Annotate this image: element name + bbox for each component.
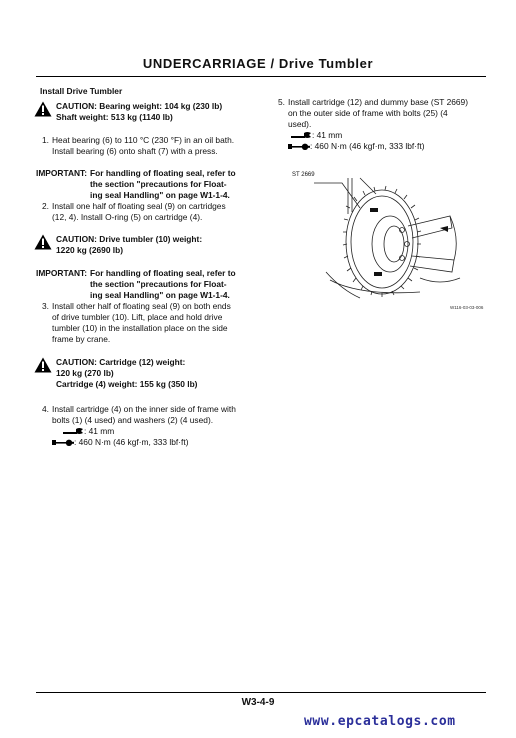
important-text: ing seal Handling" on page W1-1-4.: [90, 290, 230, 300]
caution-block-tumbler: [34, 234, 202, 256]
caution-text: CAUTION: Bearing weight: 104 kg (230 lb): [56, 101, 223, 111]
step-5: [278, 97, 486, 152]
step-1: [42, 135, 262, 157]
step-number: 5.: [278, 97, 285, 107]
important-text: the section "precautions for Float-: [90, 179, 227, 189]
step-text: Install cartridge (4) on the inner side of frame with: [52, 404, 236, 414]
torque-value: : 460 N·m (46 kgf·m, 333 lbf·ft): [310, 141, 425, 151]
step-number: 4.: [42, 404, 49, 414]
step-text: Heat bearing (6) to 110 °C (230 °F) in an oil bath.: [52, 135, 235, 145]
page-title: UNDERCARRIAGE / Drive Tumbler: [142, 56, 374, 71]
page-number: W3-4-9: [241, 697, 275, 708]
torque-wrench-icon: [52, 438, 74, 447]
torque-value: : 460 N·m (46 kgf·m, 333 lbf·ft): [74, 437, 189, 447]
step-text: tumbler (10) in the installation place on the side: [52, 323, 228, 333]
step-4: [42, 404, 262, 448]
caution-block-bearing: [34, 101, 222, 123]
caution-text: 120 kg (270 lb): [56, 368, 114, 378]
caution-text: 1220 kg (2690 lb): [56, 245, 124, 255]
important-text: For handling of floating seal, refer to: [90, 168, 236, 178]
step-number: 1.: [42, 135, 49, 145]
step-2: [42, 201, 262, 223]
step-text: Install one half of floating seal (9) on cartridges: [52, 201, 226, 211]
step-text: frame by crane.: [52, 334, 111, 344]
watermark: www.epcatalogs.com: [304, 714, 456, 729]
step-text: bolts (1) (4 used) and washers (2) (4 used).: [52, 415, 214, 425]
caution-text: CAUTION: Drive tumbler (10) weight:: [56, 234, 203, 244]
warning-triangle-icon: [34, 234, 52, 250]
important-text: the section "precautions for Float-: [90, 279, 227, 289]
caution-block-cartridge: [34, 357, 197, 390]
torque-wrench-icon: [288, 142, 310, 151]
wrench-size: : 41 mm: [84, 426, 115, 436]
figure-drive-tumbler: [290, 168, 490, 316]
caution-text: Shaft weight: 513 kg (1140 lb): [56, 112, 173, 122]
caution-text: Cartridge (4) weight: 155 kg (350 lb): [56, 379, 198, 389]
important-label: IMPORTANT:: [36, 168, 88, 178]
important-label: IMPORTANT:: [36, 268, 88, 278]
tumbler-illustration: [290, 168, 490, 316]
step-text: Install cartridge (12) and dummy base (ST 2669): [288, 97, 468, 107]
step-text: Install other half of floating seal (9) on both ends: [52, 301, 231, 311]
step-3: [42, 301, 262, 345]
important-note-1: [36, 168, 264, 201]
figure-code: W116-03-03-006: [450, 305, 484, 310]
caution-text: CAUTION: Cartridge (12) weight:: [56, 357, 186, 367]
warning-triangle-icon: [34, 357, 52, 373]
wrench-size: : 41 mm: [312, 130, 343, 140]
wrench-icon: [290, 131, 312, 140]
step-text: Install bearing (6) onto shaft (7) with a press.: [52, 146, 218, 156]
important-text: ing seal Handling" on page W1-1-4.: [90, 190, 230, 200]
step-text: of drive tumbler (10). Lift, place and hold drive: [52, 312, 223, 322]
step-text: (12, 4). Install O-ring (5) on cartridge (4).: [52, 212, 203, 222]
header-rule: [36, 76, 486, 77]
figure-label: ST 2669: [292, 172, 315, 178]
footer-rule: [36, 692, 486, 693]
step-number: 2.: [42, 201, 49, 211]
step-text: used).: [288, 119, 312, 129]
warning-triangle-icon: [34, 101, 52, 117]
step-text: on the outer side of frame with bolts (25) (4: [288, 108, 448, 118]
wrench-icon: [62, 427, 84, 436]
important-text: For handling of floating seal, refer to: [90, 268, 236, 278]
step-number: 3.: [42, 301, 49, 311]
important-note-2: [36, 268, 264, 301]
section-heading: Install Drive Tumbler: [40, 86, 123, 96]
